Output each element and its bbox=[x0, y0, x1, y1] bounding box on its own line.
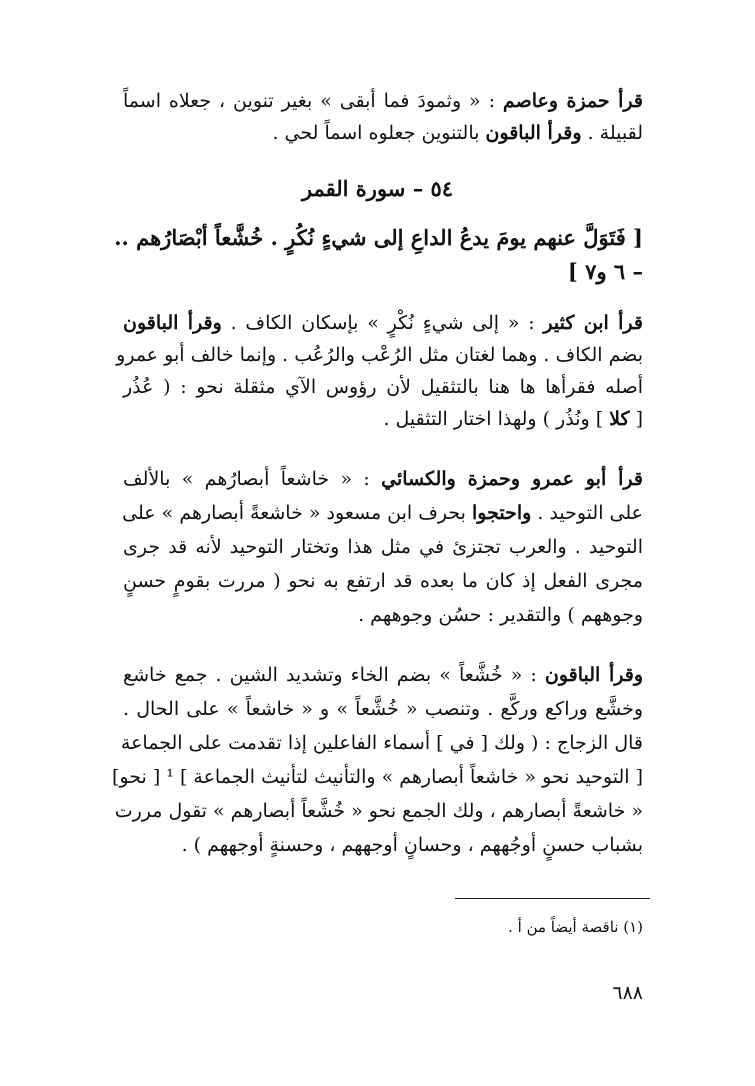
verse-line-2: – ٦ و٧ ] bbox=[567, 259, 643, 284]
paragraph-2-line-4: [ كلا ] ونُذُر ) ولهذا اختار التثقيل . bbox=[383, 408, 643, 430]
paragraph-4-line-1: وقرأ الباقون : « خُشَّعاً » بضم الخاء وتشديد الشين . جمع خاشع bbox=[123, 664, 644, 686]
paragraph-2-line-3: أصله فقرأها ها هنا بالتثقيل لأن رؤوس الآي مثقلة نحو : ( عُذُر bbox=[123, 376, 643, 398]
paragraph-2-line-2: بضم الكاف . وهما لغتان مثل الرُعْب والرُعُب . وإنما خالف أبو عمرو bbox=[116, 344, 643, 366]
paragraph-4-line-4: [ التوحيد نحو « خاشعاً أبصارهم » والتأنيث لتأنيث الجماعة ] ¹ [ نحو] bbox=[112, 766, 643, 788]
reader-name: قرأ حمزة وعاصم bbox=[502, 90, 644, 112]
paragraph-3-line-1: قرأ أبو عمرو وحمزة والكسائي : « خاشعاً أبصارُهم » بالألف bbox=[123, 468, 643, 490]
paragraph-1-line-1: قرأ حمزة وعاصم : « وثمودَ فما أبقى » بغير تنوين ، جعلاه اسماً bbox=[123, 90, 644, 112]
reader-name: وقرأ الباقون bbox=[544, 664, 644, 686]
sura-title: ٥٤ – سورة القمر bbox=[301, 176, 454, 201]
verse-line-1: [ فَتَوَلَّ عنهم يومَ يدعُ الداعِ إلى شيءٍ نُكُرٍ . خُشَّعاً أبْصَارُهم .. bbox=[114, 225, 643, 250]
paragraph-4-line-2: وخشَّع وراكع وركَّع . وتنصب « خُشَّعاً » و « خاشعاً » على الحال . bbox=[123, 698, 643, 720]
page-number: ٦٨٨ bbox=[612, 982, 643, 1004]
paragraph-3-line-3: التوحيد . والعرب تجتزئ في مثل هذا وتختار التوحيد لأنه قد جرى bbox=[123, 536, 643, 558]
footnote-divider bbox=[455, 898, 650, 899]
paragraph-3-line-5: وجوههم ) والتقدير : حسُن وجوههم . bbox=[358, 604, 643, 626]
paragraph-3-line-2: على التوحيد . واحتجوا بحرف ابن مسعود « خاشعةً أبصارهم » على bbox=[122, 502, 643, 524]
paragraph-4-line-3: قال الزجاج : ( ولك [ في ] أسماء الفاعلين إذا تقدمت على الجماعة bbox=[120, 732, 643, 754]
paragraph-4-line-5: « خاشعةً أبصارهم ، ولك الجمع نحو « خُشَّعاً أبصارهم » تقول مررت bbox=[114, 800, 643, 822]
reader-name: وقرأ الباقون bbox=[485, 122, 582, 144]
paragraph-4-line-6: بشباب حسنٍ أوجُههم ، وحسانٍ أوجههم ، وحسنةٍ أوجههم ) . bbox=[181, 834, 643, 856]
paragraph-1-line-2: لقبيلة . وقرأ الباقون بالتنوين جعلوه اسماً لحي . bbox=[272, 122, 643, 144]
paragraph-3-line-4: مجرى الفعل إذ كان ما بعده قد ارتفع به نحو ( مررت بقومٍ حسنٍ bbox=[123, 570, 643, 592]
reader-name: قرأ أبو عمرو وحمزة والكسائي bbox=[381, 468, 643, 490]
paragraph-2-line-1: قرأ ابن كثير : « إلى شيءٍ نُكْرٍ » بإسكان الكاف . وقرأ الباقون bbox=[123, 312, 643, 334]
footnote: (١) ناقصة أيضاً من أ . bbox=[508, 918, 643, 936]
reader-name: قرأ ابن كثير bbox=[543, 312, 643, 334]
reader-name: وقرأ الباقون bbox=[123, 312, 222, 334]
